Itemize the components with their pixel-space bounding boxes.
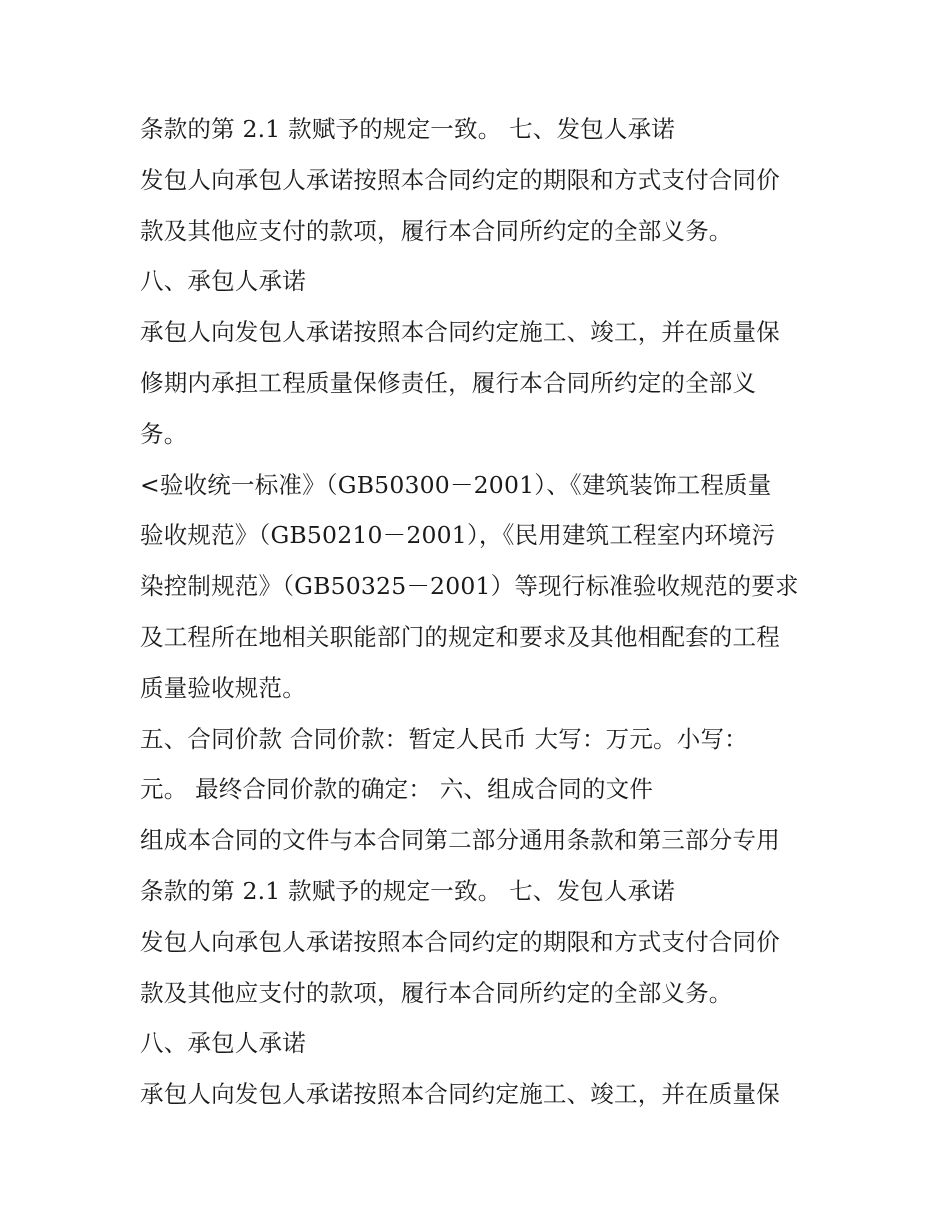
text-line: 质量验收规范。 bbox=[140, 673, 306, 702]
text-line: 五、合同价款 合同价款：暂定人民币 大写：万元。小写： bbox=[140, 724, 748, 753]
document-body bbox=[140, 104, 830, 1120]
section-heading: 八、承包人承诺 bbox=[140, 1029, 306, 1058]
text-line: 及工程所在地相关职能部门的规定和要求及其他相配套的工程 bbox=[140, 622, 780, 651]
text-line: 承包人向发包人承诺按照本合同约定施工、竣工，并在质量保 bbox=[140, 318, 780, 347]
text-line: 验收规范》（GB50210－2001），《民用建筑工程室内环境污 bbox=[140, 521, 776, 550]
text-line: <验收统一标准》（GB50300－2001）、《建筑装饰工程质量 bbox=[140, 470, 772, 499]
text-line: 修期内承担工程质量保修责任，履行本合同所约定的全部义 bbox=[140, 368, 757, 397]
section-heading: 八、承包人承诺 bbox=[140, 267, 306, 296]
text-line: 款及其他应支付的款项，履行本合同所约定的全部义务。 bbox=[140, 978, 733, 1007]
text-line: 务。 bbox=[140, 419, 188, 448]
text-line: 条款的第 2.1 款赋予的规定一致。 七、发包人承诺 bbox=[140, 115, 675, 143]
text-line: 发包人向承包人承诺按照本合同约定的期限和方式支付合同价 bbox=[140, 165, 780, 194]
text-line: 元。 最终合同价款的确定： 六、组成合同的文件 bbox=[140, 775, 654, 804]
text-line: 条款的第 2.1 款赋予的规定一致。 七、发包人承诺 bbox=[140, 876, 675, 905]
text-line: 款及其他应支付的款项，履行本合同所约定的全部义务。 bbox=[140, 216, 733, 245]
text-line: 组成本合同的文件与本合同第二部分通用条款和第三部分专用 bbox=[140, 826, 780, 855]
text-line: 染控制规范》（GB50325－2001）等现行标准验收规范的要求 bbox=[140, 572, 799, 601]
text-line: 发包人向承包人承诺按照本合同约定的期限和方式支付合同价 bbox=[140, 927, 780, 956]
text-line: 承包人向发包人承诺按照本合同约定施工、竣工，并在质量保 bbox=[140, 1080, 780, 1109]
